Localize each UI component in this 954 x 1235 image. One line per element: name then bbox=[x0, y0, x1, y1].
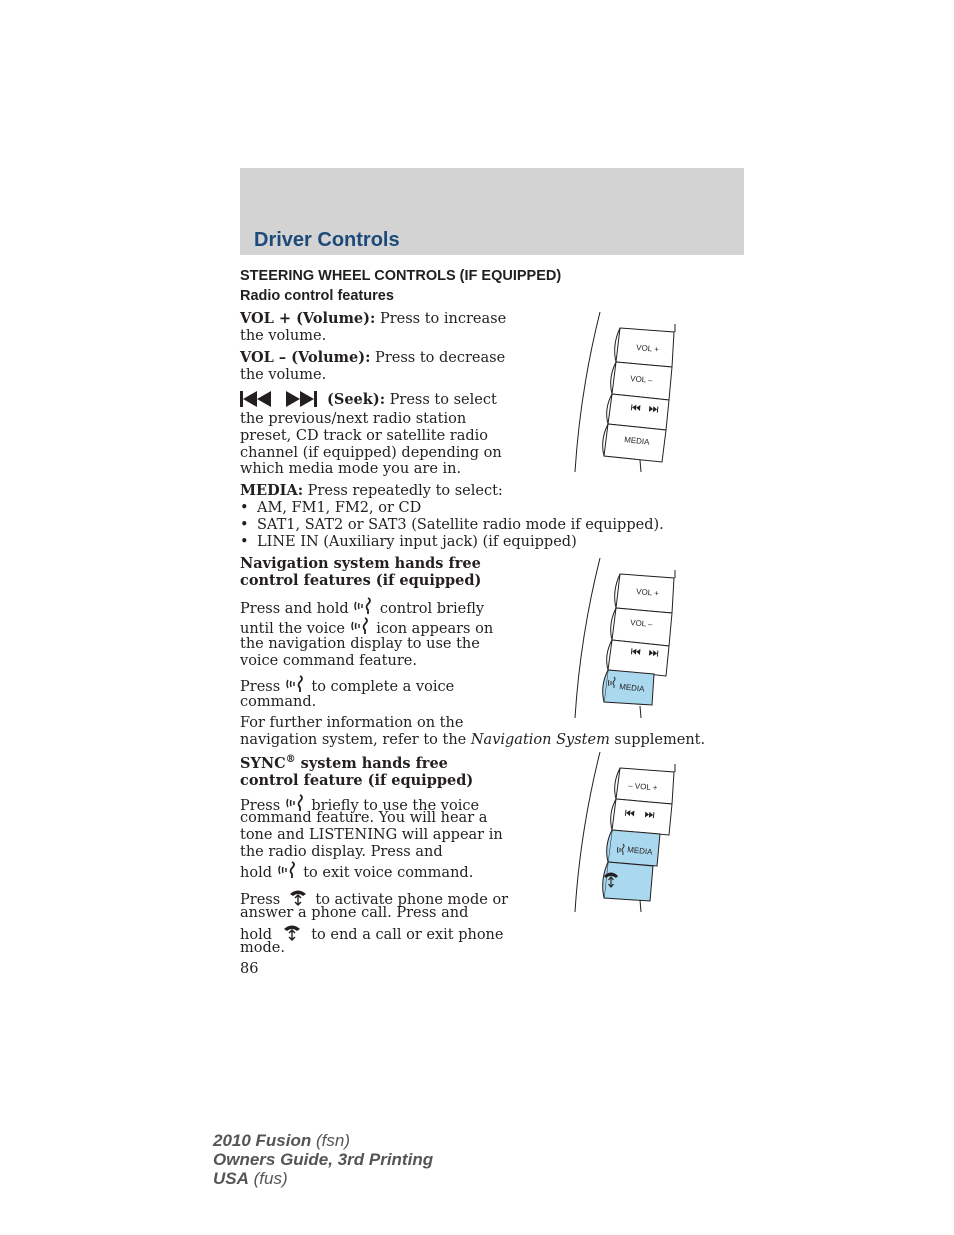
seek-prev-next-icon bbox=[240, 389, 322, 409]
seek-icons bbox=[240, 389, 322, 413]
diagram-media-label: MEDIA bbox=[626, 845, 653, 857]
navigation-controls-diagram bbox=[570, 558, 682, 720]
nav-heading: Navigation system hands free control features (if equipped) bbox=[240, 555, 482, 589]
nav-paragraph-1: Press and hold control briefly until the voice icon appears on the navigation display to use the voice command feature. bbox=[240, 596, 493, 670]
seek-line1: (Seek): Press to select bbox=[327, 391, 497, 408]
diagram-media-label: MEDIA bbox=[618, 682, 645, 694]
nav-paragraph-2: Press to complete a voice command. bbox=[240, 674, 454, 711]
phone-icon bbox=[285, 887, 311, 907]
radio-controls-diagram bbox=[570, 312, 682, 474]
footer-guide: Owners Guide, 3rd Printing bbox=[213, 1150, 434, 1169]
section-title: STEERING WHEEL CONTROLS (IF EQUIPPED) bbox=[240, 268, 562, 284]
section-subtitle: Radio control features bbox=[240, 288, 394, 304]
vol-down-paragraph: VOL – (Volume): Press to decrease the volume. bbox=[240, 349, 506, 383]
voice-icon bbox=[285, 674, 307, 694]
list-item: • LINE IN (Auxiliary input jack) (if equipped) bbox=[240, 533, 577, 550]
chapter-title: Driver Controls bbox=[254, 229, 400, 251]
vol-down-label: VOL – (Volume): bbox=[240, 349, 371, 366]
footer: 2010 Fusion (fsn) Owners Guide, 3rd Printing USA (fus) bbox=[213, 1131, 434, 1188]
media-label: MEDIA: bbox=[240, 482, 304, 499]
diagram-vol-up-label: VOL + bbox=[635, 343, 660, 354]
vol-up-label: VOL + (Volume): bbox=[240, 310, 376, 327]
footer-region: USA bbox=[213, 1169, 249, 1188]
sync-paragraph-1: Press briefly to use the voice command feature. You will hear a tone and LISTENING will appear in the radio display. Press and hold to exit voice command. bbox=[240, 793, 503, 880]
page-number: 86 bbox=[240, 961, 259, 977]
list-item: • SAT1, SAT2 or SAT3 (Satellite radio mode if equipped). bbox=[240, 516, 664, 533]
voice-icon bbox=[350, 616, 372, 636]
phone-icon bbox=[277, 922, 307, 942]
diagram-vol-up-label: VOL + bbox=[635, 587, 660, 598]
vol-up-paragraph: VOL + (Volume): Press to increase the volume. bbox=[240, 310, 507, 344]
diagram-sync-vol-label: – VOL + bbox=[627, 781, 658, 793]
media-paragraph: MEDIA: Press repeatedly to select: bbox=[240, 482, 503, 499]
media-bullet-list bbox=[240, 500, 664, 550]
diagram-vol-down-label: VOL – bbox=[629, 618, 653, 629]
voice-icon bbox=[277, 860, 299, 880]
sync-heading: SYNC® system hands free control feature (if equipped) bbox=[240, 754, 474, 789]
sync-paragraph-2: Press to activate phone mode or answer a phone call. Press and hold to end a call or exit phone mode. bbox=[240, 887, 508, 957]
nav-paragraph-3: For further information on the navigation system, refer to the Navigation System supplement. bbox=[240, 715, 706, 748]
list-item: • AM, FM1, FM2, or CD bbox=[240, 500, 422, 516]
navigation-system-supplement-ref: Navigation System bbox=[470, 731, 610, 748]
seek-paragraph: the previous/next radio station preset, CD track or satellite radio channel (if equipped) depending on which media mode you are in. bbox=[240, 411, 502, 478]
voice-icon bbox=[353, 596, 375, 616]
diagram-vol-down-label: VOL – bbox=[629, 374, 653, 385]
sync-controls-diagram bbox=[570, 752, 682, 914]
seek-label: (Seek): bbox=[327, 391, 386, 408]
footer-model: 2010 Fusion bbox=[213, 1131, 312, 1150]
diagram-media-label: MEDIA bbox=[623, 435, 650, 447]
phone-button-highlight bbox=[603, 862, 653, 901]
